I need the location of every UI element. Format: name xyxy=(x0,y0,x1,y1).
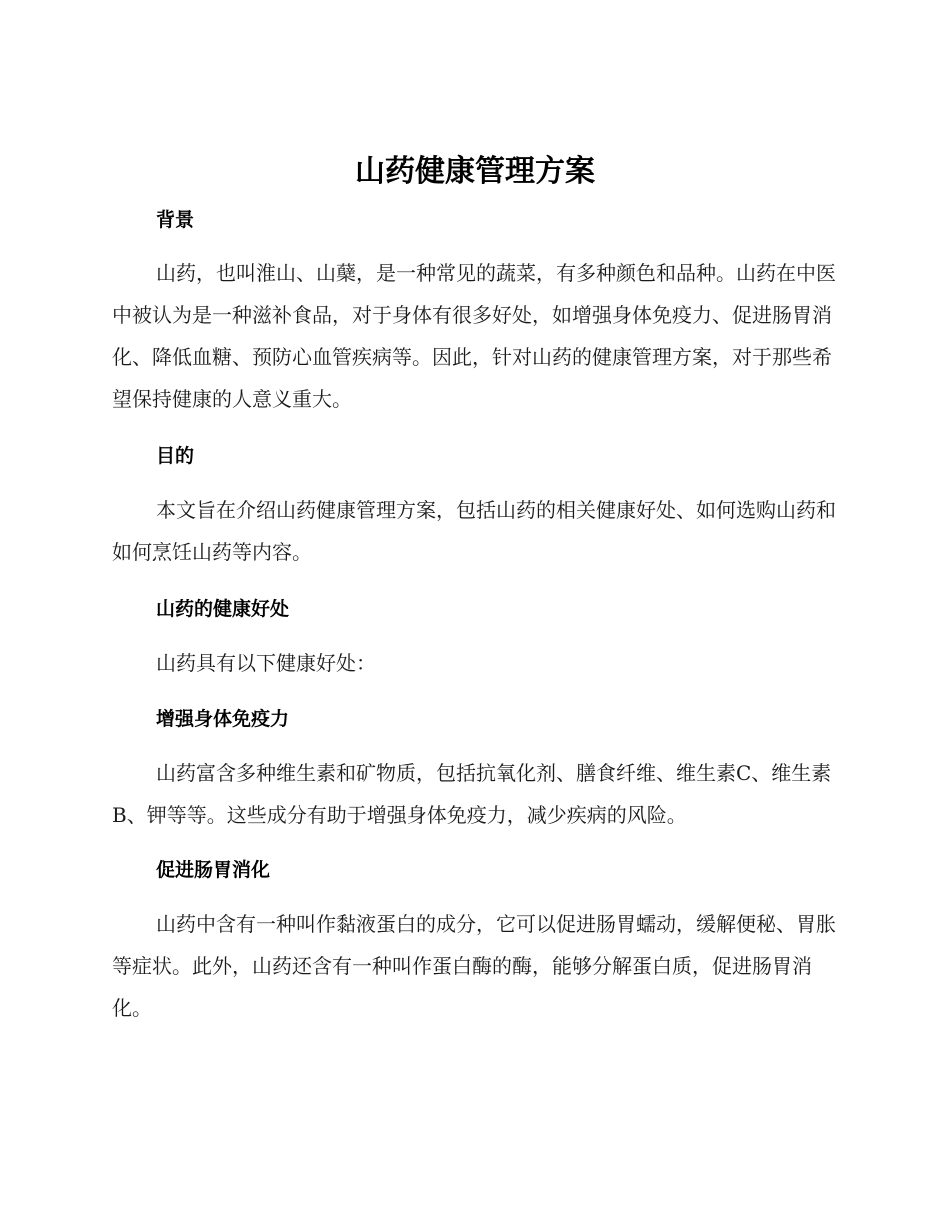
section-heading-digestion: 促进肠胃消化 xyxy=(156,859,271,881)
section-paragraph-benefits: 山药具有以下健康好处： xyxy=(156,651,376,675)
page-title: 山药健康管理方案 xyxy=(355,154,595,189)
section-heading-background: 背景 xyxy=(156,209,195,231)
section-paragraph-background: 山药，也叫淮山、山蘖，是一种常见的蔬菜，有多种颜色和品种。山药在中医中被认为是一种滋补食品，对于身体有很多好处，如增强身体免疫力、促进肠胃消化、降低血糖、预防心血管疾病等。因此，针对山药的健康管理方案，对于那些希望保持健康的人意义重大。 xyxy=(112,261,836,411)
section-heading-purpose: 目的 xyxy=(156,445,195,467)
section-heading-benefits: 山药的健康好处 xyxy=(156,598,290,620)
section-paragraph-immunity: 山药富含多种维生素和矿物质，包括抗氧化剂、膳食纤维、维生素C、维生素B、钾等等。这些成分有助于增强身体免疫力，减少疾病的风险。 xyxy=(112,761,832,827)
section-paragraph-digestion: 山药中含有一种叫作黏液蛋白的成分，它可以促进肠胃蠕动，缓解便秘、胃胀等症状。此外，山药还含有一种叫作蛋白酶的酶，能够分解蛋白质，促进肠胃消化。 xyxy=(112,912,836,1020)
section-paragraph-purpose: 本文旨在介绍山药健康管理方案，包括山药的相关健康好处、如何选购山药和如何烹饪山药等内容。 xyxy=(112,498,836,564)
section-heading-immunity: 增强身体免疫力 xyxy=(156,708,290,730)
